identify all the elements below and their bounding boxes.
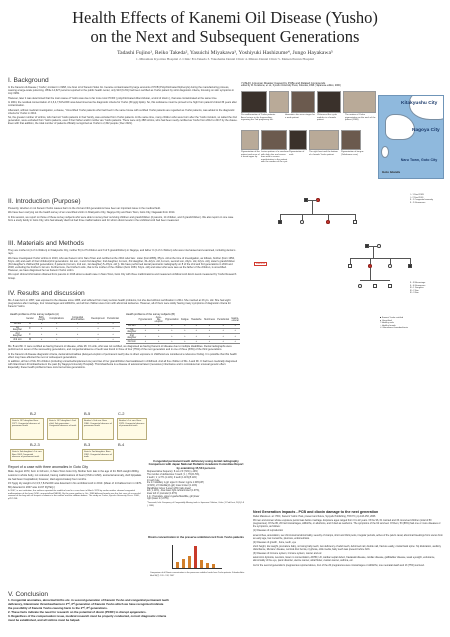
teeth-label: B-3	[84, 442, 91, 447]
map-land-goto	[381, 146, 389, 158]
background-p2: However, later it was determined that the main cause of Yusho was due to far more toxic PCDF ( polychlorinated dibenzofuran, a kind of dioxin ), that was contaminated at the same time.	[8, 96, 218, 100]
table-b-title: Health problems of the survey subjects (B)	[126, 313, 175, 316]
methods-p3: We report clinical information obtained from parents in 2016 about a death case in Naru Town, Goto City with three malformations and measured umbilical cord dioxin levels measured by Yusho Research Group.	[8, 273, 237, 280]
results-heading: IV. Results and discussion	[8, 290, 85, 297]
table-cell: +	[137, 328, 153, 334]
pedigree-symbol	[300, 220, 304, 224]
table-cell: +	[106, 326, 120, 332]
table-cell: +	[164, 334, 180, 340]
yusho-photo	[343, 91, 376, 113]
teeth-note: Sister's 1ST daughter's 2nd child, 3rd generation: Congenital absence of teeth	[47, 418, 79, 440]
table-header: Fatigue	[180, 317, 190, 324]
death-case-p1: Male. August 1973, born in full term, in Naru Town Goto City. Mother born late in the age of 34. Birth weight 2000g. Lesions in whole body, not coloured, having malformations of heart (VSD or ASD), anorectal anomaly, cleft lip/palate.	[8, 470, 142, 477]
table-cell: +	[35, 322, 48, 326]
table-header: Pigmentation	[164, 317, 180, 324]
teeth-note: Brother's 2nd son: Born 1980: Congenital absence of permanent teeth	[82, 418, 114, 440]
table-cell: 2nd son	[10, 338, 25, 342]
table-cell: +	[90, 322, 106, 326]
map-label-nagoya: Nagoya City	[412, 128, 440, 133]
table-cell: +	[180, 334, 190, 340]
photo-caption: Pigmentation of the patient and acne of a fused upper lip	[241, 151, 260, 159]
table-header	[126, 317, 137, 324]
photo-caption: Hematotic skin acne stages for a male patient	[285, 114, 315, 119]
table-cell: 1st son	[126, 324, 137, 328]
introduction-p1: Presently, whether or not Kanemi Yusho causes harm to the 2nd and 3rd generations have been an important issue in the medical field.	[8, 207, 161, 210]
map-land-kyushu	[385, 114, 415, 140]
background-text	[8, 86, 238, 186]
dioxin-bar	[182, 559, 185, 568]
death-case-heading: Report of a case with three anomalies in Goto City	[8, 465, 89, 469]
pedigree-symbol	[373, 284, 377, 288]
table-cell: +	[48, 338, 65, 342]
photo-caption: The right front and the bottom of a female Yusho patient.	[309, 151, 338, 156]
introduction-text	[8, 207, 238, 239]
yusho-photo	[317, 91, 341, 113]
yusho-photo	[309, 130, 339, 150]
table-cell: −	[65, 326, 90, 332]
next-gen-heading: Next Generation Impacts - PCB and dioxin damage to the next generation	[253, 510, 379, 514]
table-cell: 1st son	[10, 322, 25, 326]
table-cell: 2nd daughter	[127, 334, 137, 339]
table-header: Acne-like eruption	[154, 317, 163, 324]
dental-stats-text: Representative frequency: 8 out of 9 (71%) (+10%) The number of deficiencies: 6 teeth ( 1 ), 7%(±1.5%), 2 teeth ( 1 ) 2.7% (1.11%), 3 teeth (1.11%)(5.11%) In tooth type the 2ⁿᵈ maxillary 1.gpl: upper 1ˢᵗ/lower 1.gpl:e 1.33%(UP) (1.51%), 2ⁿᵈ Maxillary(1.gpl): lower incisor (1.14%) Mandibular incisor (Lower) 20% (ratio lower) left ( 1.11%) , Also lower right central incisor (1.07%), lower left 1ˢᵗ premolar (1.07%) 4 in : Premolars, upper 2-gauba Mandible, gdl (lower right (lower 2 (1.07%) *Yamazaki, Ishii: Frequency of Congenitally Missing teeth in Japanese Children, Ortho ( J Ped.Dent, 20(1);1-8 ), 1988)	[147, 471, 245, 507]
table-header: Numbness	[203, 317, 216, 324]
teeth-label: B-2-3	[30, 442, 40, 447]
photo-caption: The motion of Yusho pigmentation on the neck of the patient (1969)	[345, 114, 376, 122]
pedigree-legend: ■ Kanemi Yusho certified ● Uncertified □ Healthy male ○ Healthy female ✕ Glanzmann thrombasthenia	[380, 317, 408, 329]
teeth-note: Sister's 1ST daughter Born 1977: Congenital absence of permanent teeth	[10, 418, 44, 440]
pedigree-symbol	[408, 264, 412, 268]
table-cell: +	[216, 340, 230, 344]
dioxin-chart	[172, 545, 222, 569]
next-generation-block	[253, 510, 443, 630]
results-p2: Ms. B and Mr. C were certified as having Kanemi oil disease, while Mr. C's wife, who was not certified, we diagnosed as having Kanemi oil disease due to multiple disabilities. Dental radiographs were performed on seven of the succeeding generations, and congenital absence of teeth was found in three of four (75%) of the next generation and in one of three (33%) of the third generations.	[8, 345, 232, 352]
table-cell: +	[190, 334, 203, 340]
background-p3: In 2004, the residual concentration of 2,3,4,7,8-PeCDF was determined as the diagnostic criteria for Yusho (30 pg/g lipids). So, this substance must be proved to be high from patient's blood 36 years after contamination.	[8, 101, 237, 108]
conclusion-item: 2. These facts indicate the need for research on the potential of dioxin (PCDF) to disrupt epigenetics.	[8, 610, 147, 615]
dioxin-bar	[188, 556, 191, 568]
table-row	[126, 340, 240, 344]
background-heading: I. Background	[8, 77, 49, 84]
introduction-p2: We have been carrying out the health survey of an uncertified victim in Kitakyushu City, Nagoya City and Naru Town, Goto City, Nagasaki from 2014.	[8, 211, 176, 215]
table-cell: +	[230, 328, 240, 334]
map-label-naru: Naru Town, Goto City	[400, 158, 438, 162]
table-cell: +	[106, 338, 120, 342]
table-cell: +	[190, 340, 203, 344]
table-cell: 1st daughter	[10, 326, 25, 332]
table-header: Birth-weight	[35, 317, 48, 322]
poster-header	[0, 8, 450, 61]
death-case-p3: 15.7pg/g dry weight of 2,3,5,7,8-PeCDF was detected in his umbilical cord in 2013. (Mean of 14 babies born in 1970-80) detected in 2007 was 14.97 PgTEQ.)	[8, 482, 142, 489]
table-cell: +	[153, 328, 164, 334]
table-cell: 2nd son	[127, 340, 136, 343]
authors: Tadashi Fujino¹, Reiko Takeda², Yasuichi Miyakawa³, Yoshiyuki Hashizume⁴, Jungo Hayakawa⁵	[117, 50, 333, 56]
dioxin-chart-title: Dioxin concentration in the preserve umbilical cord from Yusho patients	[148, 535, 244, 539]
results-p4: In addition, all four of Ms. B's children (including unmarried/unplanned one) and two of her grandchildren had swallowed in childhood. And all five children of Ms. A and Mr. C had been medically diagnosed with Glanzmann thrombasthenia in the past (by Nagoya University Hospital). Thrombasthenia is a disease of autosomal latent (recessive) inheritance and is considered an unusual genetic effect. Especially, these health problems have occurred across generations.	[8, 360, 238, 370]
table-cell: +	[190, 324, 203, 328]
dioxin-bar	[212, 564, 215, 568]
table-cell: +	[106, 332, 120, 338]
table-cell: +	[164, 328, 180, 334]
yusho-photo	[241, 130, 259, 150]
table-cell: +	[48, 322, 65, 326]
table-header: Gastro-enteral	[231, 318, 239, 323]
table-cell: +	[216, 328, 230, 334]
poster-title-line1: Health Effects of Kanemi Oil Disease (Yusho)	[72, 8, 378, 27]
table-cell: +	[190, 328, 203, 334]
table-cell: −	[65, 338, 90, 342]
death-case-citation: In 2007, in our institution, the authors reported the umbilical cord in a case born in March 1975 by earlier mother showed congenital malformations of the heart (VSD, anorectal/and NEUE). By the same mother in Oct. 1968 different female was the first case of successful renewal of the bag with all respect of dioxins in the mother and the stillborn babies. The study on Yusho, Kyushu University Press. 2000, p257-258.	[8, 489, 141, 501]
table-cell: +	[203, 328, 216, 334]
table-header: Periodontal	[216, 317, 230, 324]
conclusion-item: 1. Congenital anomalies, abnormal births etc. in second generation of Kanemi Yusho and congenital permanent teeth	[8, 598, 169, 602]
table-cell: +	[203, 324, 216, 328]
pedigree-symbol	[353, 220, 357, 224]
yusho-photo	[241, 91, 267, 113]
table-cell: +	[153, 324, 164, 328]
pedigree-symbol	[348, 264, 352, 268]
teeth-label: C-2	[118, 411, 125, 416]
table-cell: +	[48, 326, 65, 332]
teeth-note: Sister's 3rd daughter's 1st son: Born 2002 Congenital absence of permanent teeth	[10, 449, 44, 461]
table-cell: +	[164, 324, 180, 328]
dioxin-chart-caption: Comparison of all Dioxin concentration in the preserves umbilical cords from Yusho patients. Fukuoka Acta Med 98(7): 120 - 132, 2007	[150, 572, 245, 577]
table-header: Hypertension	[137, 317, 153, 324]
table-cell: +	[35, 332, 48, 338]
pedigree-symbol	[388, 264, 392, 268]
table-cell: +	[216, 334, 230, 340]
table-row	[10, 338, 120, 342]
photo-caption: Lesion pattern of a new-born with dark skin and severe from mild to severe manifestation in the patient with the number of the cyst.	[261, 151, 289, 164]
photo-panel-title: YUSHO: A Human Disaster Caused by PCBs and Related Compounds	[241, 82, 326, 85]
introduction-p3: In this session, we report on those of these survey subjects who were able to survey their surviving children and grandchildren (2 parents, 14 children, and 3 grandchildren). We also report on one case from a study family in Goto City, who had already died but had three malformations and for whom dioxin levels in the umbilical cord had been measured.	[8, 215, 234, 222]
conclusion-block	[8, 591, 248, 631]
photo-panel-subtitle: edited by M. Kuratsune, et. al., Kyushu University Press, Fukuoka, 1996 ( Japanese edition, 2000)	[241, 85, 341, 88]
japan-map	[378, 95, 444, 179]
table-cell: +	[203, 340, 216, 344]
dioxin-bar	[200, 560, 203, 568]
table-cell: +	[65, 322, 90, 326]
results-p1: Ms. A was born in 1957, was exposed to the disease since 1965, and suffered from many serious health problems, but she died without certification in 2011. She married at 23 yrs. old. She had eight pregnancies after marriage, four miscarriages and stillbirths, and all four children were born with abnormal deliveries. However, all of them were sickly having many symptoms of diagnostic criteria for Kanemi Yusho.	[8, 299, 231, 309]
teeth-label: B-4	[118, 442, 125, 447]
table-cell: M	[25, 338, 35, 342]
table-cell: F	[25, 332, 35, 338]
conclusion-item: must be established, and all victims must be helped.	[8, 618, 81, 623]
pedigree-symbol	[326, 220, 330, 224]
table-cell: +	[230, 324, 240, 328]
map-land-honshu	[409, 95, 444, 120]
background-p4: Afterward, without medical investigation, a clause, "Uncertified Yusho patients who had lived in the same house with certified Yusho patients are regarded as Yusho patients, was added to the diagnostic criteria for Yusho in 2012.	[8, 108, 235, 115]
table-cell: +	[35, 326, 48, 332]
teeth-note: Brother's 1st son: Born 1978: Congenital absence of permanent teeth	[117, 418, 147, 440]
dioxin-bar	[194, 546, 197, 568]
table-cell: 2nd daughter	[10, 332, 25, 338]
pedigree-symbol	[358, 284, 362, 288]
affiliations: 1. Minamata Kyoritsu Hospital 2. Clinic Eri-Takeda 3. Yokohama Dental Clinic 4. Minato Dental Clinic 5. Meisen Purrun Hospital	[136, 57, 314, 61]
health-table-b	[126, 317, 240, 344]
yusho-photo	[289, 130, 307, 150]
table-cell: 1st daughter	[127, 328, 137, 333]
table-header: Periodontal	[107, 318, 119, 321]
table-cell: +	[90, 332, 106, 338]
dental-stats-title: Congenital permanent teeth deficiency using dental radiography Comparison with Japan National Pediatric Academic Committee Report by examining 15,544 persons	[148, 459, 244, 470]
pedigree-chart	[240, 192, 445, 352]
dioxin-bar	[176, 562, 179, 568]
results-p3: In the Kanemi oil disease diagnostic criteria, dental abnormalities (delayed eruption of permanent teeth) due to direct exposure in childhood are considered a reference finding. It is possible that this health effect may have affected the next or subsequent generations.	[8, 352, 237, 359]
photo-caption: Pigmentation of nails	[289, 151, 305, 156]
table-a-title: Health problems of the survey subjects (A)	[10, 313, 59, 316]
pedigree-notes: Ⅰ - 1 Died 1983 Ⅰ - 2 Died 2011 Ⅱ - 1 Congenital anomaly Ⅱ - 2 Glanzmann	[410, 194, 433, 204]
pedigree-notes: Ⅱ - 3 Miscarriage Ⅱ - 4 Glanzmann Ⅲ - 1 Daughter Ⅲ - 2 Son Ⅲ - 3 Son	[410, 282, 426, 294]
yusho-photo	[261, 130, 287, 150]
conclusion-list	[8, 599, 248, 623]
map-label-kitakyushu: Kitakyushu City	[401, 101, 438, 106]
conclusion-heading: V. Conclusion	[8, 591, 49, 598]
health-table-a	[10, 317, 120, 342]
table-cell: F	[25, 326, 35, 332]
results-text-1	[8, 299, 238, 312]
next-gen-text: Reiko Masuta et. al.: PDC, Kanemi Yusho: Past, present and future, Syoyufu Publishing, TOKYO, pp.143-153, 2006 99 men and women whose exposure period was before marriage. Exposure ages ranged from 0 to 22 years. Of the 96, 61 married and 33 conceived children (total of 80 pregnancies). Of the 80, 20 had miscarriages, stillbirths, or abortions, and 3 died as newborns. The symptoms of the 62 survived. Of them, 53 (86%) had one or more diseases or the symptoms, as follows: (1) Diseases of reproduction amenorrhea, anovulation, sex chromosomal abnormality, severity of cramps, short and thick penis, irregular periods, aches of the pelvic canal, abnormal bleedings from uterus from an early age, low menarche, pleorous, endometriosis. (2) Diseases of growth , bone, teeth, eye short height, low weight, premature baby, no losing baby teeth, two deficiency of adult teeth, deformed nail, double nail, fracture easily, cranial back spine: hip dislocation, auditory disturbance, Menière' disease, cervical disc hernia, myphosa, otitis media, baby teeth was present before birth. (3) Diseases of immune system, immune system, cancer and etc autonomic dystonia, neurosis, lower no concentration, ADHD, LD, cardiac septal defect, Kawasaki disease, cardiac disease, gallbladder disease, weak eyesight, endurance, abnormality of the eye, panic disorder, uterine cancer, atrial flutter, ovarian cancer, asthma, etc. As for the second generation's pregnancies reported above, four of the 20 pregnancies were miscarriages or stillbirths; one neonatal death and 13 (75%) survived.	[253, 515, 443, 567]
mother-a-label: Mother A	[256, 263, 265, 265]
table-cell: +	[90, 338, 106, 342]
table-cell: +	[65, 332, 90, 338]
map-label-goto: Goto Islands	[382, 170, 401, 174]
table-cell: +	[180, 324, 190, 328]
table-cell: +	[106, 322, 120, 326]
table-cell: +	[90, 326, 106, 332]
table-cell: +	[153, 334, 164, 340]
methods-p1: They are mother A (4 of 4 children) in Kitakyushu City, mother B (4 of 5 children and 3 of 3 grandchildren) in Nagoya, and father C (2 of 2 children) who were interviewed and examined, including dental x-rays.	[8, 249, 237, 256]
photo-caption: Chloracne-like cystic nodules in a female patient	[317, 114, 338, 122]
dioxin-bar	[206, 563, 209, 568]
table-cell: +	[137, 334, 153, 340]
table-cell: +	[203, 334, 216, 340]
background-p1: In the Kanemi oil disease ( Yusho ) incident in 1968, rice bran oil of Kanemi Soko Co. became contaminated by large amounts of PCB (Polychlorinated biphenyls) during the manufacturing process, causing a large-scale poisoning. While 14,627 persons reported to the public health center, only 913 (6.2%) had been certified as Yusho patient by strict diagnostic criteria, focusing on skin symptoms in July 1969.	[8, 86, 235, 96]
poster-title-line2: on the Next and Subsequent Generations	[90, 27, 360, 46]
results-text-2	[8, 345, 238, 407]
teeth-note: Sister's 2nd daughter: Born 1982: Congenital absence of teeth	[82, 449, 114, 461]
table-cell: +	[164, 340, 180, 344]
methods-p2: We have investigated Yusho victims in 2013, who ate Kanemi oil in Naru Town and certified at the 2012 relief law : sister (born1956), 65yrs. old at the time of investigation, as follows, brother (born 1954, 61yrs. old) and each of their children(2nd generations: 1st son, 1 and 2nd daughter, 2nd daughter, 1st son, 3rd daughter, 32~42yrs. old, 1st son, second son, 24yrs. old, 22yrs. old), sister's grandchildren (3rd daughter's children(3rd generations; 3 patients (1st son, 2nd son, 1st daughter) 5~15yrs. old )). We have performed dental panoramic radiography on 8 of the 2nd and 3rd generations in 2016 and 2018, excluding the brother's 1st son. Furthermore, the brother's wife, that is the mother of the children (born 1954, 61yrs. old) and sister who were tave as the father of the children, is uncertified. However, we have diagnosed her as Kanemi Yusho victim.	[8, 256, 235, 273]
yusho-photo	[291, 91, 315, 113]
table-header: Gender	[26, 318, 34, 321]
death-case-p2: He had been hospitalized, however, died approximately four months.	[8, 477, 87, 481]
table-cell: +	[137, 324, 153, 328]
pedigree-symbol	[278, 220, 282, 224]
pedigree-symbol	[388, 284, 392, 288]
table-cell: +	[180, 340, 190, 344]
photo-caption: Pigmentation of tongue (Yokohama case)	[341, 151, 364, 156]
teeth-label: B-2	[30, 411, 37, 416]
table-cell: +	[48, 332, 65, 338]
conclusion-item: the possibility of Kanemi Yusho causing harm to the 2ⁿᵈ, 3ʳᵈ generations.	[8, 606, 108, 611]
table-cell: +	[216, 324, 230, 328]
table-cell: +	[230, 334, 240, 340]
death-case-block	[8, 465, 143, 589]
table-cell: +	[180, 328, 190, 334]
table-header: Congenital abnormalities	[65, 317, 90, 322]
yusho-photo	[269, 91, 289, 113]
table-cell: M	[25, 322, 35, 326]
introduction-heading: II. Introduction (Purpose)	[8, 198, 81, 205]
table-header: Headache	[190, 317, 203, 324]
table-header-row	[126, 317, 240, 324]
conclusion-item: 3. Regardless of the compensation issue, medical research must be properly conducted, correct diagnostic criteria	[8, 614, 167, 619]
methods-heading: III. Materials and Methods	[8, 240, 84, 247]
table-cell: +	[35, 338, 48, 342]
yusho-photo	[341, 130, 361, 150]
conclusion-item: deficiency, Glanzmann thrombasthenia in 2ⁿᵈ, 3ʳᵈ generation of Kanemi Yusho which we have recognized indicate	[8, 602, 164, 607]
table-header: Complications	[49, 318, 64, 321]
photo-caption: Pre-malformation of Yusho patients. Acne lesions in the fingernailing, ingrowing the 2nd pregnancy toe.	[241, 114, 276, 122]
background-p5: So, the greater number of victims, who had not Yusho patients in their family, was excluded from Yusho patients. At the same time, many children who were born after the Yusho incident, so called the 2nd generation, were excluded from Yusho patients, even if their father and/or mother are Yusho patients. There were only 288 victims, who had been newly certified as Yusho from 2012 to 2017 by the clause. Even with that addition, the total number of patients officially recognized as Yusho is 2,322 people ( Dec 2021).	[8, 116, 238, 126]
methods-text	[8, 249, 238, 289]
yusho-photo-panel	[241, 82, 376, 177]
table-header: Development	[91, 318, 105, 321]
table-cell: +	[230, 340, 240, 344]
table-cell: +	[137, 340, 153, 344]
table-cell: +	[153, 340, 164, 344]
teeth-label: B-5	[84, 411, 91, 416]
